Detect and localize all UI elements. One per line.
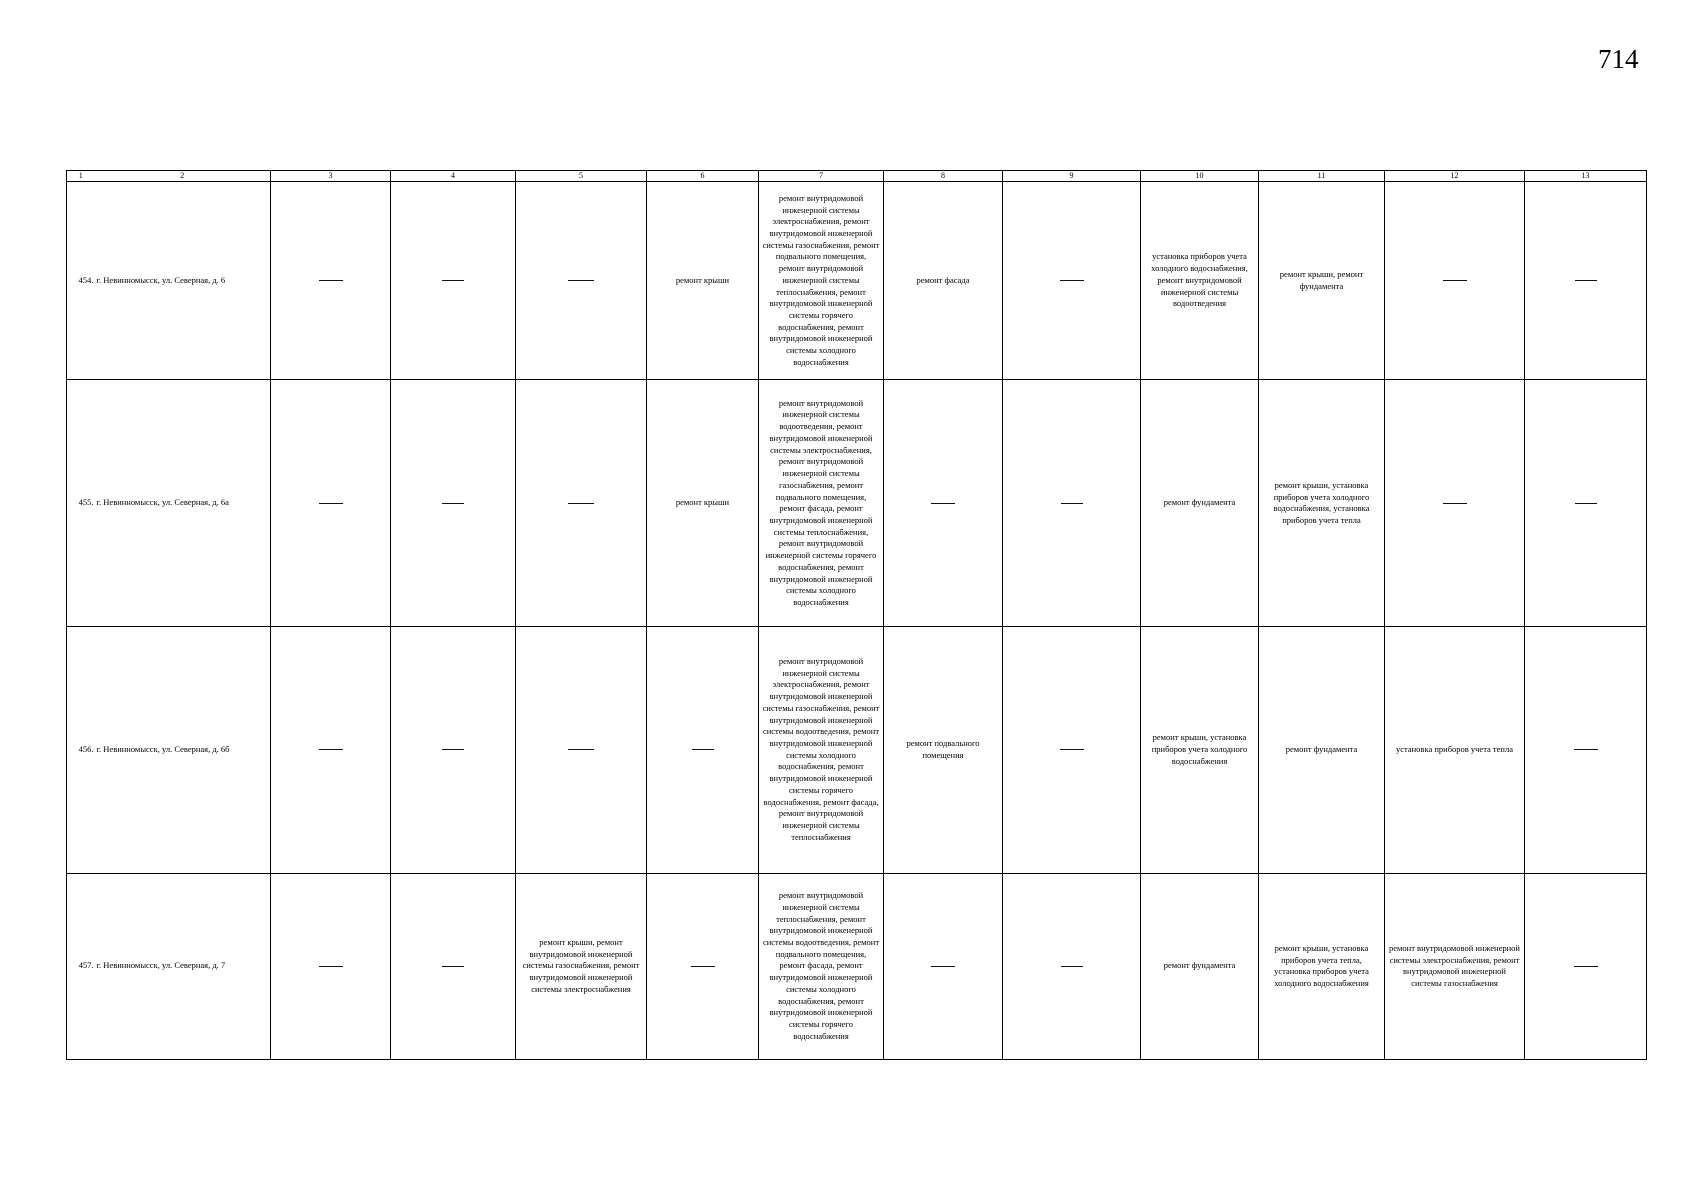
cell-col-9 xyxy=(1003,627,1141,874)
address-cell: г. Невинномысск, ул. Северная, д. 6 xyxy=(95,182,271,380)
column-header: 13 xyxy=(1525,171,1647,182)
dash-mark xyxy=(442,280,464,281)
row-number: 455. xyxy=(67,380,95,627)
dash-mark xyxy=(568,503,594,504)
dash-mark xyxy=(319,280,343,281)
dash-mark xyxy=(319,966,343,967)
column-header: 10 xyxy=(1141,171,1259,182)
cell-col-12: ремонт внутридомовой инженерной системы электроснабжения, ремонт внутридомовой инженерной системы газоснабжения xyxy=(1385,873,1525,1059)
cell-col-4 xyxy=(391,873,516,1059)
cell-col-8: ремонт фасада xyxy=(884,182,1003,380)
address-cell: г. Невинномысск, ул. Северная, д. 6а xyxy=(95,380,271,627)
column-header: 2 xyxy=(95,171,271,182)
dash-mark xyxy=(568,280,594,281)
repair-schedule-table xyxy=(66,170,1647,1060)
column-header: 3 xyxy=(271,171,391,182)
cell-col-12 xyxy=(1385,380,1525,627)
dash-mark xyxy=(1574,749,1598,750)
cell-col-5 xyxy=(516,627,647,874)
cell-col-13 xyxy=(1525,182,1647,380)
cell-col-12 xyxy=(1385,182,1525,380)
dash-mark xyxy=(319,749,343,750)
cell-col-7: ремонт внутридомовой инженерной системы водоотведения, ремонт внутридомовой инженерной системы электроснабжения, ремонт внутридомовой инженерной системы газоснабжения, ремонт подвального помещения, ремонт фасада, ремонт внутридомовой инженерной системы теплоснабжения, ремонт внутридомовой инженерной системы горячего водоснабжения, ремонт внутридомовой инженерной системы холодного водоснабжения xyxy=(759,380,884,627)
column-header: 5 xyxy=(516,171,647,182)
column-header: 11 xyxy=(1259,171,1385,182)
dash-mark xyxy=(1061,503,1083,504)
row-number: 456. xyxy=(67,627,95,874)
dash-mark xyxy=(931,503,955,504)
dash-mark xyxy=(1443,503,1467,504)
dash-mark xyxy=(568,749,594,750)
cell-col-5 xyxy=(516,182,647,380)
cell-col-11: ремонт крыши, установка приборов учета холодного водоснабжения, установка приборов учета тепла xyxy=(1259,380,1385,627)
cell-col-8 xyxy=(884,380,1003,627)
cell-col-13 xyxy=(1525,873,1647,1059)
row-number: 457. xyxy=(67,873,95,1059)
dash-mark xyxy=(442,749,464,750)
dash-mark xyxy=(319,503,343,504)
cell-col-7: ремонт внутридомовой инженерной системы электроснабжения, ремонт внутридомовой инженерной системы газоснабжения, ремонт внутридомовой инженерной системы водоотведения, ремонт внутридомовой инженерной системы холодного водоснабжения, ремонт внутридомовой инженерной системы горячего водоснабжения, ремонт фасада, ремонт внутридомовой инженерной системы теплоснабжения xyxy=(759,627,884,874)
row-number: 454. xyxy=(67,182,95,380)
cell-col-4 xyxy=(391,182,516,380)
address-cell: г. Невинномысск, ул. Северная, д. 6б xyxy=(95,627,271,874)
cell-col-3 xyxy=(271,380,391,627)
table-row xyxy=(67,873,1647,1059)
cell-col-6 xyxy=(647,873,759,1059)
column-header: 8 xyxy=(884,171,1003,182)
dash-mark xyxy=(1060,280,1084,281)
column-header: 9 xyxy=(1003,171,1141,182)
table-row xyxy=(67,182,1647,380)
dash-mark xyxy=(1061,966,1083,967)
cell-col-3 xyxy=(271,873,391,1059)
cell-col-8 xyxy=(884,873,1003,1059)
cell-col-8: ремонт подвального помещения xyxy=(884,627,1003,874)
column-header: 12 xyxy=(1385,171,1525,182)
column-header: 6 xyxy=(647,171,759,182)
cell-col-12: установка приборов учета тепла xyxy=(1385,627,1525,874)
dash-mark xyxy=(1574,966,1598,967)
cell-col-6: ремонт крыши xyxy=(647,380,759,627)
table-row xyxy=(67,627,1647,874)
cell-col-6: ремонт крыши xyxy=(647,182,759,380)
dash-mark xyxy=(442,966,464,967)
cell-col-9 xyxy=(1003,182,1141,380)
cell-col-10: ремонт крыши, установка приборов учета холодного водоснабжения xyxy=(1141,627,1259,874)
cell-col-11: ремонт крыши, установка приборов учета тепла, установка приборов учета холодного водоснабжения xyxy=(1259,873,1385,1059)
dash-mark xyxy=(1060,749,1084,750)
cell-col-11: ремонт фундамента xyxy=(1259,627,1385,874)
cell-col-11: ремонт крыши, ремонт фундамента xyxy=(1259,182,1385,380)
dash-mark xyxy=(1443,280,1467,281)
dash-mark xyxy=(1575,280,1597,281)
dash-mark xyxy=(691,966,715,967)
column-header: 4 xyxy=(391,171,516,182)
table-row xyxy=(67,380,1647,627)
dash-mark xyxy=(1575,503,1597,504)
dash-mark xyxy=(442,503,464,504)
cell-col-6 xyxy=(647,627,759,874)
column-header: 7 xyxy=(759,171,884,182)
cell-col-7: ремонт внутридомовой инженерной системы электроснабжения, ремонт внутридомовой инженерной системы газоснабжения, ремонт подвального помещения, ремонт внутридомовой инженерной системы теплоснабжения, ремонт внутридомовой инженерной системы горячего водоснабжения, ремонт внутридомовой инженерной системы холодного водоснабжения xyxy=(759,182,884,380)
address-cell: г. Невинномысск, ул. Северная, д. 7 xyxy=(95,873,271,1059)
cell-col-3 xyxy=(271,182,391,380)
dash-mark xyxy=(931,966,955,967)
cell-col-9 xyxy=(1003,873,1141,1059)
cell-col-13 xyxy=(1525,627,1647,874)
cell-col-10: ремонт фундамента xyxy=(1141,380,1259,627)
column-number-row xyxy=(67,171,1647,182)
cell-col-3 xyxy=(271,627,391,874)
cell-col-10: установка приборов учета холодного водоснабжения, ремонт внутридомовой инженерной системы водоотведения xyxy=(1141,182,1259,380)
dash-mark xyxy=(692,749,714,750)
cell-col-5: ремонт крыши, ремонт внутридомовой инженерной системы газоснабжения, ремонт внутридомовой инженерной системы электроснабжения xyxy=(516,873,647,1059)
cell-col-10: ремонт фундамента xyxy=(1141,873,1259,1059)
cell-col-4 xyxy=(391,380,516,627)
cell-col-7: ремонт внутридомовой инженерной системы теплоснабжения, ремонт внутридомовой инженерной системы водоотведения, ремонт подвального помещения, ремонт фасада, ремонт внутридомовой инженерной системы холодного водоснабжения, ремонт внутридомовой инженерной системы горячего водоснабжения xyxy=(759,873,884,1059)
page-number: 714 xyxy=(1598,44,1639,74)
column-header: 1 xyxy=(67,171,95,182)
cell-col-13 xyxy=(1525,380,1647,627)
cell-col-9 xyxy=(1003,380,1141,627)
cell-col-5 xyxy=(516,380,647,627)
cell-col-4 xyxy=(391,627,516,874)
